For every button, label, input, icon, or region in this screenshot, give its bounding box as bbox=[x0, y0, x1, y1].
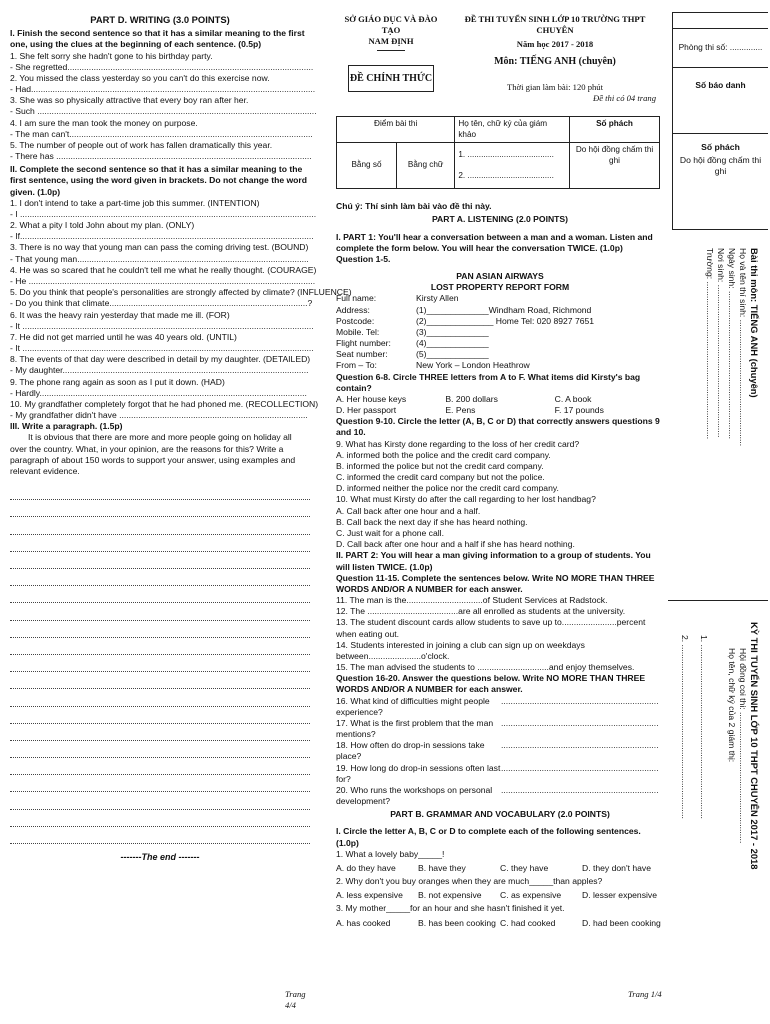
fill-sentence[interactable]: 14. Students interested in joining a club can sign up on weekdays between......................o'clock. bbox=[336, 639, 585, 661]
qa-row bbox=[336, 740, 664, 762]
question-sentence: 1. What a lovely baby_____! bbox=[336, 848, 445, 859]
form-field-value: New York – London Heathrow bbox=[416, 360, 530, 371]
score-numeric[interactable]: Bằng số bbox=[337, 143, 397, 189]
exam-header bbox=[336, 14, 664, 104]
q6-8-heading: Question 6-8. Circle THREE letters from A to F. What items did Kirsty's bag contain? bbox=[336, 371, 641, 393]
form-field-label: Address: bbox=[336, 304, 370, 315]
form-row bbox=[336, 316, 664, 327]
option[interactable]: F. 17 pounds bbox=[554, 405, 604, 416]
option[interactable]: B. have they bbox=[418, 862, 466, 873]
vertical-proctor-1[interactable]: 1. ......................................................................... bbox=[699, 635, 709, 819]
answer-line[interactable] bbox=[10, 483, 310, 500]
fill-sentence[interactable]: 12. The ......................................are all enrolled as students at the university. bbox=[336, 606, 626, 617]
writing-title: PART D. WRITING (3.0 POINTS) bbox=[90, 14, 230, 25]
answer-line[interactable]: - It .......................................................................................................................... bbox=[10, 343, 314, 354]
form-row bbox=[336, 305, 664, 316]
option[interactable]: A. informed both the police and the credit card company. bbox=[336, 449, 551, 460]
option[interactable]: D. informed neither the police nor the credit card company. bbox=[336, 483, 559, 494]
examiner-1: 1. ...................................... bbox=[458, 150, 554, 160]
qa-row bbox=[336, 696, 664, 718]
answer-line[interactable]: - He ........................................................................................................................ bbox=[10, 276, 316, 286]
writing-paragraph-prompt: It is obvious that there are more and more people going on holiday all over the country. What, in your opinion, are the reasons for this? Write a paragraph of about 150 words to support your answer, using examples and relevant evidence. bbox=[10, 432, 296, 476]
question-sentence: 20. Who runs the workshops on personal development? bbox=[336, 784, 493, 807]
vertical-school[interactable]: Trường: .................................................................. bbox=[705, 248, 715, 440]
exam-subject: Môn: TIẾNG ANH (chuyên) bbox=[494, 55, 616, 67]
form-field-label: From – To: bbox=[336, 360, 377, 371]
answer-line[interactable] bbox=[10, 707, 310, 724]
the-end-label: -------The end ------- bbox=[120, 852, 200, 863]
option[interactable]: C. as expensive bbox=[500, 890, 562, 901]
vertical-council[interactable]: Hội đồng coi thi: ....................................................... bbox=[738, 648, 748, 844]
vertical-exam-title: KỲ THI TUYỂN SINH LỚP 10 THPT CHUYÊN 2017 - 2018 bbox=[749, 622, 760, 870]
examiner-2: 2. ...................................... bbox=[458, 170, 554, 180]
answer-line[interactable] bbox=[10, 689, 310, 706]
answer-line[interactable] bbox=[10, 741, 310, 758]
score-table bbox=[336, 116, 660, 189]
form-field-value[interactable]: (1)_____________Windham Road, Richmond bbox=[416, 304, 592, 315]
question-sentence: 10. My grandfather completely forgot that he had phoned me. (RECOLLECTION) bbox=[10, 398, 319, 409]
question-sentence: 9. The phone rang again as soon as I put it down. (HAD) bbox=[10, 376, 225, 387]
answer-line[interactable]: - That young man................................................................................................. bbox=[10, 253, 309, 264]
option[interactable]: C. Just wait for a phone call. bbox=[336, 527, 444, 538]
lost-property-form bbox=[336, 293, 664, 371]
page-number-left: Trang 4/4 bbox=[285, 989, 306, 1011]
exam-year: Năm học 2017 - 2018 bbox=[516, 39, 594, 50]
question-sentence: 19. How long do drop-in sessions often last for? bbox=[336, 762, 501, 784]
so-phach-header: Số phách bbox=[570, 116, 660, 142]
answer-line[interactable] bbox=[10, 552, 310, 569]
q16-20-lines[interactable] bbox=[336, 696, 664, 808]
option-row bbox=[336, 918, 664, 929]
option[interactable]: D. Call back after one hour and a half if she has heard nothing. bbox=[336, 539, 575, 550]
writing-task2-items bbox=[10, 197, 352, 433]
part-a-title: PART A. LISTENING (2.0 POINTS) bbox=[431, 214, 569, 225]
question-sentence: 3. My mother_____for an hour and she hasn't finished it yet. bbox=[336, 903, 565, 914]
dept-province: NAM ĐỊNH bbox=[368, 36, 414, 47]
vertical-proctors: Họ tên, chữ ký của 2 giám thị: bbox=[727, 648, 737, 763]
answer-blank[interactable]: .................................................................. bbox=[501, 740, 659, 751]
answer-line[interactable] bbox=[10, 569, 310, 586]
answer-line[interactable]: - Hardly................................................................................................................ bbox=[10, 387, 307, 398]
form-field-label: Full name: bbox=[336, 293, 377, 304]
option[interactable]: E. Pens bbox=[445, 405, 476, 416]
form-field-label: Mobile. Tel: bbox=[336, 326, 380, 337]
exam-title: ĐỀ THI TUYỂN SINH LỚP 10 TRƯỜNG THPT CHUYÊN bbox=[464, 14, 646, 36]
part-b-title: PART B. GRAMMAR AND VOCABULARY (2.0 POINTS) bbox=[390, 809, 610, 820]
answer-line[interactable]: - My grandfather didn't have ............................................................................... bbox=[10, 410, 308, 421]
answer-line[interactable] bbox=[10, 827, 310, 844]
q16-20-heading: Question 16-20. Answer the questions below. Write NO MORE THAN THREE WORDS AND/OR A NUMBER for each answer. bbox=[336, 673, 646, 695]
vertical-dob[interactable]: Ngày sinh: .............................................................. bbox=[727, 248, 737, 440]
option[interactable]: B. not expensive bbox=[418, 890, 482, 901]
fill-sentence[interactable]: 11. The man is the................................of Student Services at Radstock. bbox=[336, 595, 608, 606]
answer-line[interactable] bbox=[10, 586, 310, 603]
writing-task3-heading: III. Write a paragraph. (1.5p) bbox=[10, 421, 123, 432]
option[interactable]: B. Call back the next day if she has heard nothing. bbox=[336, 516, 528, 527]
question-sentence: 17. What is the first problem that the man mentions? bbox=[336, 717, 494, 740]
header-divider bbox=[377, 50, 405, 51]
question-sentence: 2. You missed the class yesterday so you can't do this exercise now. bbox=[10, 72, 270, 83]
serial-box bbox=[672, 134, 768, 230]
answer-line[interactable]: - The man can't...................................................................................................... bbox=[10, 128, 313, 139]
form-field-value[interactable]: (4)_____________ bbox=[416, 338, 489, 349]
writing-task1-items bbox=[10, 50, 317, 163]
grammar-questions[interactable] bbox=[336, 849, 664, 929]
form-row bbox=[336, 327, 664, 338]
answer-line[interactable] bbox=[10, 500, 310, 517]
listening-section bbox=[336, 201, 664, 807]
dept-block bbox=[336, 14, 446, 104]
form-field-value: Kirsty Allen bbox=[416, 293, 459, 304]
answer-line[interactable] bbox=[10, 535, 310, 552]
question-sentence: 16. What kind of difficulties might people experience? bbox=[336, 695, 490, 717]
answer-blank[interactable]: .................................................................. bbox=[501, 784, 659, 795]
form-field-label: Seat number: bbox=[336, 349, 388, 360]
question-sentence: 10. What must Kirsty do after the call regarding to her lost handbag? bbox=[336, 494, 596, 505]
note-text: Chú ý: Thí sinh làm bài vào đề thi này. bbox=[336, 201, 492, 212]
form-title-airline: PAN ASIAN AIRWAYS bbox=[456, 271, 544, 282]
answer-line[interactable] bbox=[10, 638, 310, 655]
form-row bbox=[336, 338, 664, 349]
candidate-strip bbox=[668, 0, 770, 1024]
option-row bbox=[336, 863, 664, 874]
answer-line[interactable]: - There has ........................................................................................................... bbox=[10, 151, 312, 162]
form-row bbox=[336, 293, 664, 304]
answer-line[interactable] bbox=[10, 758, 310, 775]
strip-divider bbox=[668, 600, 768, 601]
writing-task2-heading: II. Complete the second sentence so that it has a similar meaning to the first sentence, using the word given in brackets. Do not change the word given. (1.0p) bbox=[10, 164, 308, 197]
exam-title-block bbox=[446, 14, 664, 104]
option[interactable]: A. do they have bbox=[336, 862, 396, 873]
question-sentence: 4. He was so scared that he couldn't tell me what he really thought. (COURAGE) bbox=[10, 264, 317, 275]
option[interactable]: C. informed the credit card company but not the police. bbox=[336, 472, 545, 483]
question-sentence: 5. Do you think that people's personalities are strongly affected by climate? (INFLUENCE) bbox=[10, 287, 352, 298]
candidate-number-label: Số báo danh bbox=[695, 80, 746, 90]
question-sentence: 9. What has Kirsty done regarding to the loss of her credit card? bbox=[336, 438, 580, 449]
answer-blank[interactable]: .................................................................. bbox=[501, 695, 659, 706]
exam-page-count: Đề thi có 04 trang bbox=[592, 92, 656, 103]
answer-blank[interactable]: .................................................................. bbox=[501, 717, 659, 728]
question-sentence: 18. How often do drop-in sessions take place? bbox=[336, 740, 485, 762]
answer-line[interactable]: - I ............................................................................................................................ bbox=[10, 208, 317, 219]
option[interactable]: D. lesser expensive bbox=[582, 890, 657, 901]
answer-line[interactable]: - Such ..................................................................................................................... bbox=[10, 106, 317, 117]
option[interactable]: A. has cooked bbox=[336, 917, 391, 928]
answer-line[interactable] bbox=[10, 724, 310, 741]
q9-10-heading: Question 9-10. Circle the letter (A, B, C or D) that correctly answers questions 9 and 10. bbox=[336, 416, 660, 438]
option[interactable]: C. they have bbox=[500, 862, 549, 873]
vertical-proctor-2[interactable]: 2. ......................................................................... bbox=[680, 635, 690, 819]
question-sentence: 3. There is no way that young man can pass the coming driving test. (BOUND) bbox=[10, 242, 309, 253]
exam-time: Thời gian làm bài: 120 phút bbox=[507, 81, 603, 92]
option[interactable]: B. has been cooking bbox=[418, 917, 496, 928]
score-words[interactable]: Bằng chữ bbox=[397, 143, 455, 189]
question-sentence: 6. It was the heavy rain yesterday that made me ill. (FOR) bbox=[10, 309, 230, 320]
question-sentence: 3. She was so physically attractive that every boy ran after her. bbox=[10, 95, 249, 106]
question-sentence: 1. I don't intend to take a part-time job this summer. (INTENTION) bbox=[10, 197, 260, 208]
form-row bbox=[336, 349, 664, 360]
vertical-birthplace[interactable]: Nơi sinh: ................................................................ bbox=[716, 248, 726, 438]
form-field-value[interactable]: (5)_____________ bbox=[416, 349, 489, 360]
option[interactable]: C. A book bbox=[554, 393, 592, 404]
answer-line[interactable] bbox=[10, 517, 310, 534]
paragraph-answer-lines[interactable] bbox=[10, 483, 310, 844]
serial-label: Số phách bbox=[701, 142, 740, 152]
dept-name: SỞ GIÁO DỤC VÀ ĐÀO TẠO bbox=[344, 14, 438, 36]
official-stamp: ĐỀ CHÍNH THỨC bbox=[348, 65, 434, 92]
question-sentence: 4. I am sure the man took the money on purpose. bbox=[10, 117, 198, 128]
answer-blank[interactable]: .................................................................. bbox=[501, 762, 659, 773]
option[interactable]: A. Her house keys bbox=[336, 393, 407, 404]
form-field-value[interactable]: (3)_____________ bbox=[416, 326, 489, 337]
question-sentence: 2. Why don't you buy oranges when they are much_____than apples? bbox=[336, 876, 603, 887]
examiner-header: Họ tên, chữ ký của giám khảo bbox=[455, 116, 570, 142]
qa-row bbox=[336, 718, 664, 740]
so-phach-cell: Do hội đồng chấm thi ghi bbox=[570, 143, 660, 189]
candidate-number-box[interactable] bbox=[672, 68, 768, 134]
exam-room-box bbox=[672, 28, 768, 68]
examiner-signatures[interactable] bbox=[455, 143, 570, 189]
qa-row bbox=[336, 785, 664, 807]
answer-line[interactable]: - She regretted....................................................................................................... bbox=[10, 61, 314, 72]
answer-line[interactable]: - My daughter....................................................................................................... bbox=[10, 365, 309, 376]
fill-sentence[interactable]: 13. The student discount cards allow students to save up to.......................percent when eating out. bbox=[336, 617, 646, 639]
answer-line[interactable]: - If........................................................................................................................... bbox=[10, 231, 314, 242]
form-field-label: Postcode: bbox=[336, 315, 375, 326]
option[interactable]: B. informed the police but not the credit card company. bbox=[336, 460, 544, 471]
form-field-value[interactable]: (2)______________ Home Tel: 020 8927 7651 bbox=[416, 315, 595, 326]
answer-line[interactable] bbox=[10, 775, 310, 792]
form-field-label: Flight number: bbox=[336, 338, 391, 349]
part1-heading: I. PART 1: You'll hear a conversation between a man and a woman. Listen and complete the form below. You will hear the conversation TWICE. (1.0p) bbox=[336, 231, 653, 253]
option-row bbox=[336, 890, 664, 901]
part2-heading: II. PART 2: You will hear a man giving information to a group of students. You will listen TWICE. (1.0p) bbox=[336, 550, 651, 572]
answer-line[interactable] bbox=[10, 655, 310, 672]
q6-8-options[interactable] bbox=[336, 394, 664, 416]
form-title-report: LOST PROPERTY REPORT FORM bbox=[430, 282, 570, 293]
answer-line[interactable]: - Do you think that climate...................................................................................? bbox=[10, 298, 313, 309]
answer-line[interactable] bbox=[10, 810, 310, 827]
form-row bbox=[336, 360, 664, 371]
answer-line[interactable] bbox=[10, 603, 310, 620]
q11-15-heading: Question 11-15. Complete the sentences below. Write NO MORE THAN THREE WORDS AND/OR A NUMBER for each answer. bbox=[336, 572, 655, 594]
vertical-candidate-name[interactable]: Họ và tên thí sinh: ..................................................... bbox=[738, 248, 748, 447]
option[interactable]: D. Her passport bbox=[336, 405, 397, 416]
answer-line[interactable] bbox=[10, 792, 310, 809]
answer-line[interactable]: - It .......................................................................................................................... bbox=[10, 320, 314, 331]
question-sentence: 8. The events of that day were described in detail by my daughter. (DETAILED) bbox=[10, 354, 311, 365]
question-sentence: 5. The number of people out of work has fallen dramatically this year. bbox=[10, 139, 273, 150]
serial-note: Do hội đồng chấm thi ghi bbox=[679, 155, 762, 177]
question-sentence: 2. What a pity I told John about my plan. (ONLY) bbox=[10, 220, 195, 231]
exam-main bbox=[336, 14, 664, 999]
writing-section bbox=[10, 14, 352, 1011]
option[interactable]: A. less expensive bbox=[336, 890, 403, 901]
part-b-heading: I. Circle the letter A, B, C or D to complete each of the following sentences. (1.0p) bbox=[336, 826, 641, 848]
option[interactable]: C. had cooked bbox=[500, 917, 556, 928]
exam-room-label[interactable]: Phòng thi số: .............. bbox=[678, 42, 763, 52]
q9-10-lines[interactable] bbox=[336, 439, 664, 551]
question-sentence: 1. She felt sorry she hadn't gone to his birthday party. bbox=[10, 50, 213, 61]
option[interactable]: B. 200 dollars bbox=[445, 393, 498, 404]
answer-line[interactable]: - Had....................................................................................................................... bbox=[10, 84, 316, 95]
q11-15-lines[interactable] bbox=[336, 595, 664, 673]
writing-task1-heading: I. Finish the second sentence so that it has a similar meaning to the first one, using the clues at the beginning of each sentence. (0.5p) bbox=[10, 28, 305, 50]
option-row bbox=[336, 394, 664, 405]
vertical-subject: Bài thi môn: TIẾNG ANH (chuyên) bbox=[749, 248, 760, 398]
option[interactable]: D. they don't have bbox=[582, 862, 652, 873]
option-row bbox=[336, 405, 664, 416]
question-sentence: 7. He did not get married until he was 40 years old. (UNTIL) bbox=[10, 331, 237, 342]
qa-row bbox=[336, 763, 664, 785]
option[interactable]: A. Call back after one hour and a half. bbox=[336, 505, 481, 516]
page-number-mid: Trang 1/4 bbox=[628, 989, 662, 999]
q1-5-label: Question 1-5. bbox=[336, 253, 391, 264]
note bbox=[336, 201, 664, 212]
answer-line[interactable] bbox=[10, 672, 310, 689]
answer-line[interactable] bbox=[10, 621, 310, 638]
option[interactable]: D. had been cooking bbox=[582, 917, 661, 928]
fill-sentence[interactable]: 15. The man advised the students to ..............................and enjoy themselves. bbox=[336, 662, 635, 673]
score-header: Điểm bài thi bbox=[337, 116, 455, 142]
